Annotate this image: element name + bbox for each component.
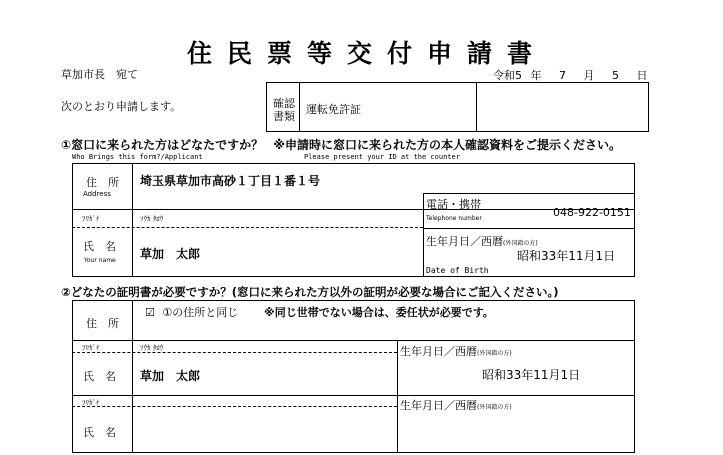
date-year-unit: 年 xyxy=(530,69,542,82)
subject1-name[interactable]: 草加 太郎 xyxy=(140,369,201,383)
section1-question: ①窓口に来られた方はどなたですか？ xyxy=(61,138,264,152)
addressee: 草加市長 宛て xyxy=(61,68,138,81)
date-month-unit: 月 xyxy=(583,69,595,82)
dob-label-note: (外国籍の方) xyxy=(503,240,538,247)
dob-label-text: 生年月日／西暦 xyxy=(426,235,503,248)
dob-label-en: Date of Birth xyxy=(426,266,489,275)
section1-heading-en: Who Brings this form?/Applicant xyxy=(72,153,203,161)
form-title: 住民票等交付申請書 xyxy=(187,39,548,68)
section1-notice: ※申請時に窓口に来られた方の本人確認資料をご提示ください。 xyxy=(273,138,622,152)
section2-heading: ②どなたの証明書が必要ですか？(窓口に来られた方以外の証明が必要な場合にご記入ください。) xyxy=(61,285,559,299)
furigana-label: ﾌﾘｶﾞﾅ xyxy=(82,215,100,223)
date-month: 7 xyxy=(559,69,566,82)
dob-value[interactable]: 昭和33年11月1日 xyxy=(517,249,616,263)
subject1-furigana-value[interactable]: ｿｳｶ ﾀﾛｳ xyxy=(140,344,164,352)
applicant-name[interactable]: 草加 太郎 xyxy=(140,247,201,261)
name-label-en: Your name xyxy=(84,257,116,264)
subject1-dob-label-note: (外国籍の方) xyxy=(477,350,512,357)
application-date xyxy=(493,67,648,83)
subject1-dob-label-text: 生年月日／西暦 xyxy=(400,345,477,358)
checkbox-checked-icon[interactable]: ☑ xyxy=(145,306,155,319)
intro-text: 次のとおり申請します。 xyxy=(61,100,182,113)
same-address-label: ①の住所と同じ xyxy=(162,306,239,319)
subject1-name-label: 氏 名 xyxy=(83,370,116,383)
subject1-dob-label xyxy=(400,343,512,359)
subject2-dob-label xyxy=(400,397,512,413)
section1-heading xyxy=(61,136,621,153)
applicant-address[interactable]: 埼玉県草加市高砂１丁目１番１号 xyxy=(140,174,321,188)
subject2-dob-label-text: 生年月日／西暦 xyxy=(400,399,477,412)
subject2-name-label: 氏 名 xyxy=(83,426,116,439)
phone-label-en: Telephone number xyxy=(426,215,482,222)
date-era: 令和5 xyxy=(493,69,522,82)
phone-label: 電話・携帯 xyxy=(426,198,481,211)
date-day-unit: 日 xyxy=(636,69,648,82)
subject1-dob-value[interactable]: 昭和33年11月1日 xyxy=(482,368,581,382)
subject-address-label: 住 所 xyxy=(86,317,119,330)
proxy-notice: ※同じ世帯でない場合は、委任状が必要です。 xyxy=(264,306,494,319)
confirm-document-value[interactable]: 運転免許証 xyxy=(306,103,361,116)
phone-value[interactable]: 048-922-0151 xyxy=(553,206,631,219)
date-day: 5 xyxy=(612,69,619,82)
confirm-label-2: 書類 xyxy=(273,110,295,123)
subject2-furigana-label: ﾌﾘｶﾞﾅ xyxy=(82,399,100,407)
subject2-dob-label-note: (外国籍の方) xyxy=(477,404,512,411)
name-label: 氏 名 xyxy=(83,240,116,253)
furigana-value[interactable]: ｿｳｶ ﾀﾛｳ xyxy=(140,215,164,223)
section1-notice-en: Please present your ID at the counter xyxy=(304,153,460,161)
address-label-en: Address xyxy=(83,190,111,198)
subject1-furigana-label: ﾌﾘｶﾞﾅ xyxy=(82,344,100,352)
address-label: 住 所 xyxy=(86,176,119,189)
confirm-label-1: 確認 xyxy=(273,97,295,110)
same-address-checkbox[interactable] xyxy=(145,304,238,320)
